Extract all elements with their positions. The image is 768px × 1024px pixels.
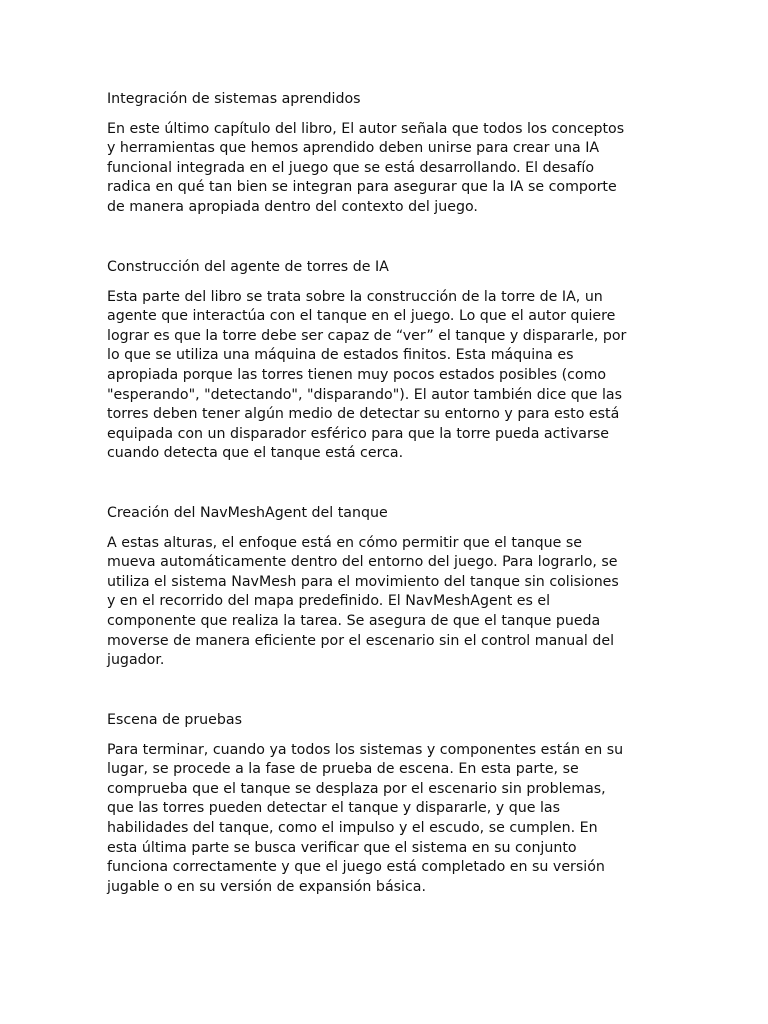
paragraph-line: cuando detecta que el tanque está cerca.	[107, 445, 404, 462]
paragraph-line: mueva automáticamente dentro del entorno del juego. Para lograrlo, se	[107, 554, 618, 571]
paragraph-line: A estas alturas, el enfoque está en cómo permitir que el tanque se	[107, 534, 582, 551]
section-construccion	[107, 258, 667, 464]
paragraph-line: que las torres pueden detectar el tanque y dispararle, y que las	[107, 800, 560, 817]
paragraph-line: esta última parte se busca verificar que el sistema en su conjunto	[107, 839, 577, 856]
section-escena	[107, 711, 667, 897]
section-heading: Construcción del agente de torres de IA	[107, 259, 389, 275]
paragraph-line: Para terminar, cuando ya todos los sistemas y componentes están en su	[107, 741, 624, 758]
section-creacion	[107, 504, 667, 671]
paragraph-line: habilidades del tanque, como el impulso y el escudo, se cumplen. En	[107, 819, 598, 836]
paragraph-line: "esperando", "detectando", "disparando"). El autor también dice que las	[107, 386, 623, 403]
paragraph-line: lo que se utiliza una máquina de estados finitos. Esta máquina es	[107, 347, 574, 364]
section-paragraph	[107, 741, 667, 898]
section-heading: Escena de pruebas	[107, 712, 242, 728]
paragraph-line: y herramientas que hemos aprendido deben unirse para crear una IA	[107, 140, 600, 157]
section-integracion	[107, 90, 667, 218]
section-heading: Creación del NavMeshAgent del tanque	[107, 505, 388, 521]
paragraph-line: equipada con un disparador esférico para que la torre pueda activarse	[107, 425, 609, 442]
paragraph-line: jugable o en su versión de expansión básica.	[107, 878, 426, 895]
paragraph-line: jugador.	[107, 652, 165, 669]
paragraph-line: funciona correctamente y que el juego está completado en su versión	[107, 859, 605, 876]
paragraph-line: torres deben tener algún medio de detectar su entorno y para esto está	[107, 406, 620, 423]
paragraph-line: Esta parte del libro se trata sobre la construcción de la torre de IA, un	[107, 288, 603, 305]
paragraph-line: moverse de manera eficiente por el escenario sin el control manual del	[107, 632, 615, 649]
paragraph-line: radica en qué tan bien se integran para asegurar que la IA se comporte	[107, 179, 617, 196]
paragraph-line: apropiada porque las torres tienen muy pocos estados posibles (como	[107, 366, 607, 383]
section-paragraph	[107, 120, 667, 218]
paragraph-line: utiliza el sistema NavMesh para el movimiento del tanque sin colisiones	[107, 573, 619, 590]
paragraph-line: y en el recorrido del mapa predefinido. El NavMeshAgent es el	[107, 593, 551, 610]
paragraph-line: agente que interactúa con el tanque en el juego. Lo que el autor quiere	[107, 308, 616, 325]
section-paragraph	[107, 288, 667, 464]
paragraph-line: lugar, se procede a la fase de prueba de escena. En esta parte, se	[107, 761, 579, 778]
paragraph-line: componente que realiza la tarea. Se asegura de que el tanque pueda	[107, 612, 601, 629]
section-paragraph	[107, 534, 667, 671]
paragraph-line: comprueba que el tanque se desplaza por el escenario sin problemas,	[107, 780, 606, 797]
paragraph-line: funcional integrada en el juego que se está desarrollando. El desafío	[107, 159, 595, 176]
section-heading: Integración de sistemas aprendidos	[107, 91, 361, 107]
paragraph-line: lograr es que la torre debe ser capaz de “ver” el tanque y dispararle, por	[107, 327, 627, 344]
paragraph-line: de manera apropiada dentro del contexto del juego.	[107, 198, 478, 215]
paragraph-line: En este último capítulo del libro, El autor señala que todos los conceptos	[107, 120, 625, 137]
